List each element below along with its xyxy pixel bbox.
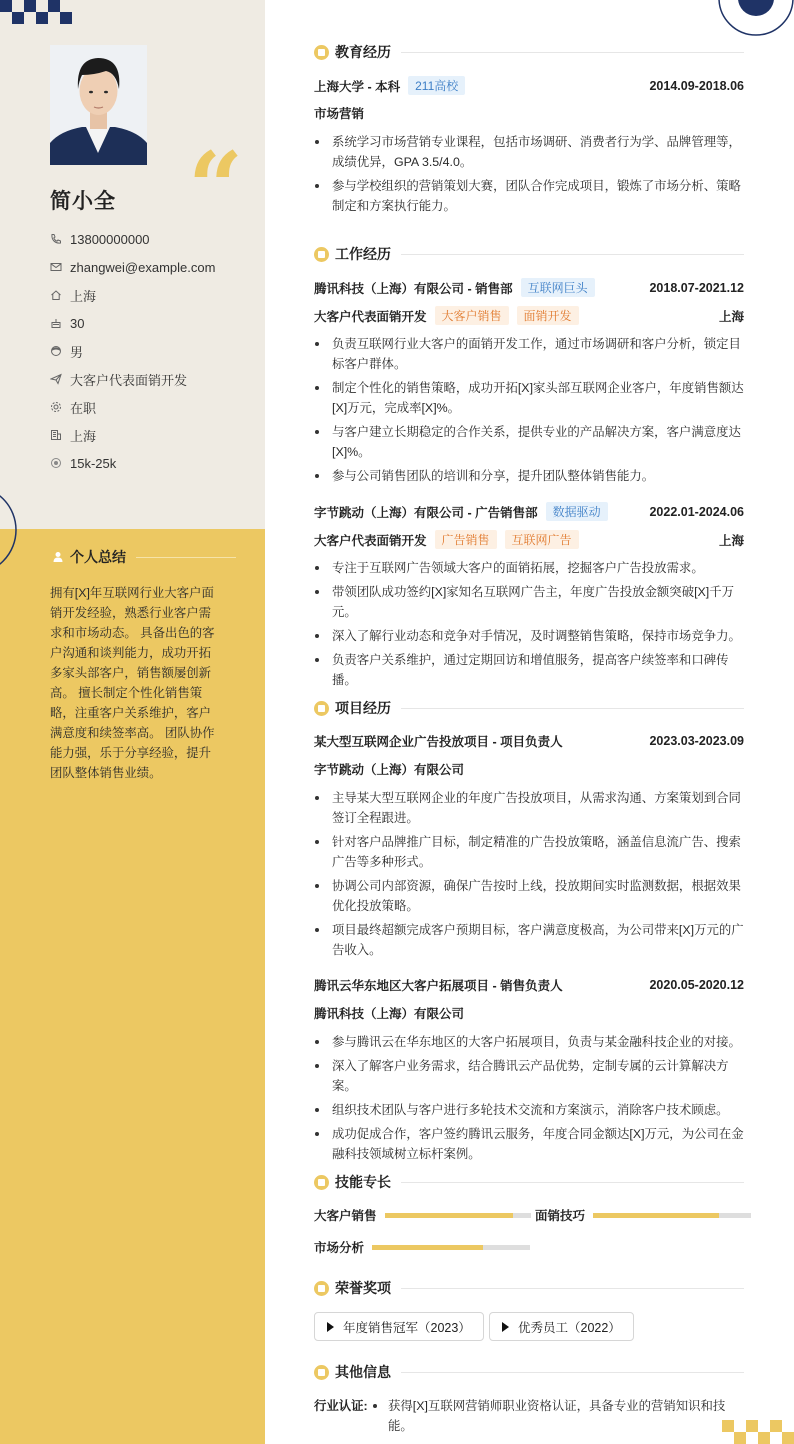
- job-date: 2018.07-2021.12: [649, 280, 744, 295]
- major: 市场营销: [314, 107, 365, 121]
- top-circle-decoration: [718, 0, 794, 38]
- skills-icon: [314, 1175, 329, 1190]
- summary-title: 个人总结: [70, 549, 126, 565]
- awards-section-header: [314, 1278, 744, 1298]
- list-item: 负责互联网行业大客户的面销开发工作，通过市场调研和客户分析，锁定目标客户群体。: [314, 334, 744, 374]
- circle-decoration: [0, 485, 46, 575]
- education-section-header: [314, 42, 744, 62]
- checker-decoration: [0, 0, 80, 24]
- section-title: 项目经历: [335, 700, 391, 716]
- company-name: 腾讯科技（上海）有限公司 - 销售部: [314, 281, 513, 296]
- skill-name: 面销技巧: [535, 1209, 586, 1223]
- role-tag: 广告销售: [435, 530, 497, 549]
- list-item: 与客户建立长期稳定的合作关系，提供专业的产品解决方案，客户满意度达[X]%。: [314, 422, 744, 462]
- section-divider: [401, 1182, 744, 1183]
- gender-icon: [50, 345, 62, 357]
- section-title: 荣誉奖项: [335, 1280, 391, 1296]
- play-icon: [327, 1322, 334, 1332]
- info-text: 在职: [70, 400, 97, 416]
- company-name: 字节跳动（上海）有限公司 - 广告销售部: [314, 505, 538, 520]
- section-title: 其他信息: [335, 1364, 391, 1380]
- job-role: 大客户代表面销开发: [314, 309, 427, 324]
- info-age: [50, 309, 250, 337]
- play-icon: [502, 1322, 509, 1332]
- award-chip: [314, 1312, 484, 1341]
- gear-icon: [50, 401, 62, 413]
- age-icon: [50, 317, 62, 329]
- job-role: 大客户代表面销开发: [314, 533, 427, 548]
- project-bullets: [314, 1032, 744, 1168]
- skill-bar-fill: [593, 1213, 719, 1218]
- other-icon: [314, 1365, 329, 1380]
- list-item: 带领团队成功签约[X]家知名互联网广告主，年度广告投放金额突破[X]千万元。: [314, 582, 744, 622]
- project-name: 某大型互联网企业广告投放项目 - 项目负责人: [314, 735, 563, 749]
- list-item: 成功促成合作，客户签约腾讯云服务，年度合同金额达[X]万元，为公司在金融科技领域树立标杆案例。: [314, 1124, 744, 1164]
- list-item: 项目最终超额完成客户预期目标，客户满意度极高，为公司带来[X]万元的广告收入。: [314, 920, 744, 960]
- info-text: 男: [70, 344, 84, 360]
- info-text: 上海: [70, 428, 97, 444]
- info-gender: [50, 337, 250, 365]
- section-title: 工作经历: [335, 246, 391, 262]
- job-header-row: [314, 502, 744, 521]
- send-icon: [50, 373, 62, 385]
- job-city: 上海: [718, 309, 744, 324]
- summary-heading: [52, 547, 236, 567]
- education-icon: [314, 45, 329, 60]
- skill-item: [535, 1206, 751, 1224]
- corner-checker-decoration: [722, 1420, 794, 1444]
- education-row: [314, 76, 744, 95]
- info-status: [50, 393, 250, 421]
- job-bullets: [314, 558, 744, 694]
- other-info-row: [314, 1396, 744, 1436]
- role-tag: 面销开发: [517, 306, 579, 325]
- summary-text: 拥有[X]年互联网行业大客户面销开发经验，熟悉行业客户需求和市场动态。 具备出色的客户沟通和谈判能力，成功开拓多家头部客户，销售额屡创新高。 擅长制定个性化销售策略，注重客户关系维护，客户满意度和续签率高。 团队协作能力强，乐于分享经验，提升团队整体销售业绩。: [50, 586, 215, 780]
- project-org-row: [314, 1004, 744, 1022]
- sidebar: [0, 0, 265, 1444]
- job-header-row: [314, 278, 744, 297]
- info-salary: [50, 449, 250, 477]
- projects-icon: [314, 701, 329, 716]
- project-org: 腾讯科技（上海）有限公司: [314, 1007, 465, 1021]
- section-divider: [401, 1288, 744, 1289]
- job-bullets: [314, 334, 744, 490]
- job-date: 2022.01-2024.06: [649, 504, 744, 519]
- mail-icon: [50, 261, 62, 273]
- info-text: 大客户代表面销开发: [70, 372, 188, 388]
- skill-name: 大客户销售: [314, 1209, 377, 1223]
- section-divider: [401, 52, 744, 53]
- skill-bar-fill: [385, 1213, 513, 1218]
- info-text: 30: [70, 315, 85, 331]
- list-item: 针对客户品牌推广目标，制定精准的广告投放策略，涵盖信息流广告、搜索广告等多种形式。: [314, 832, 744, 872]
- education-date: 2014.09-2018.06: [649, 78, 744, 93]
- home-icon: [50, 289, 62, 301]
- list-item: 参与学校组织的营销策划大赛，团队合作完成项目，锻炼了市场分析、策略制定和方案执行能力。: [314, 176, 744, 216]
- skill-name: 市场分析: [314, 1241, 365, 1255]
- contact-info-list: [50, 225, 250, 477]
- skill-item: [314, 1206, 531, 1224]
- list-item: 参与公司销售团队的培训和分享，提升团队整体销售能力。: [314, 466, 744, 486]
- skill-bar: [372, 1245, 530, 1250]
- list-item: 深入了解客户业务需求，结合腾讯云产品优势，定制专属的云计算解决方案。: [314, 1056, 744, 1096]
- info-work-city: [50, 421, 250, 449]
- info-target-position: [50, 365, 250, 393]
- project-header-row: [314, 976, 744, 994]
- info-city: [50, 281, 250, 309]
- award-text: 优秀员工（2022）: [518, 1320, 621, 1335]
- skill-bar-fill: [372, 1245, 483, 1250]
- other-label: 行业认证:: [314, 1399, 368, 1413]
- list-item: 专注于互联网广告领域大客户的面销拓展，挖掘客户广告投放需求。: [314, 558, 744, 578]
- job-city: 上海: [718, 533, 744, 548]
- info-email: [50, 253, 250, 281]
- list-item: 深入了解行业动态和竞争对手情况，及时调整销售策略，保持市场竞争力。: [314, 626, 744, 646]
- list-item: 主导某大型互联网企业的年度广告投放项目，从需求沟通、方案策划到合同签订全程跟进。: [314, 788, 744, 828]
- project-header-row: [314, 732, 744, 750]
- work-icon: [314, 247, 329, 262]
- major-row: [314, 104, 744, 122]
- award-text: 年度销售冠军（2023）: [343, 1320, 471, 1335]
- skill-bar: [593, 1213, 751, 1218]
- list-item: 制定个性化的销售策略，成功开拓[X]家头部互联网企业客户，年度销售额达[X]万元，完成率[X]%。: [314, 378, 744, 418]
- info-text: 15k-25k: [70, 455, 117, 471]
- person-icon: [52, 551, 64, 563]
- candidate-name: 简小全: [50, 190, 116, 213]
- quote-mark-icon: “: [188, 131, 244, 244]
- avatar: [50, 45, 147, 165]
- phone-icon: [50, 233, 62, 245]
- award-chip: [489, 1312, 634, 1341]
- info-text: 上海: [70, 288, 97, 304]
- list-item: 参与腾讯云在华东地区的大客户拓展项目，负责与某金融科技企业的对接。: [314, 1032, 744, 1052]
- company-tag: 互联网巨头: [521, 278, 595, 297]
- education-bullets: [314, 132, 744, 220]
- job-role-row: [314, 530, 744, 549]
- school-name: 上海大学 - 本科: [314, 79, 401, 94]
- list-item: 组织技术团队与客户进行多轮技术交流和方案演示，消除客户技术顾虑。: [314, 1100, 744, 1120]
- list-item: 负责客户关系维护，通过定期回访和增值服务，提高客户续签率和口碑传播。: [314, 650, 744, 690]
- project-org: 字节跳动（上海）有限公司: [314, 763, 465, 777]
- section-divider: [401, 254, 744, 255]
- other-text: 获得[X]互联网营销师职业资格认证，具备专业的营销知识和技能。: [370, 1396, 744, 1436]
- section-title: 技能专长: [335, 1174, 391, 1190]
- job-role-row: [314, 306, 744, 325]
- role-tag: 互联网广告: [505, 530, 579, 549]
- section-divider: [401, 1372, 744, 1373]
- list-item: 协调公司内部资源，确保广告按时上线，投放期间实时监测数据，根据效果优化投放策略。: [314, 876, 744, 916]
- skills-section-header: [314, 1172, 744, 1192]
- project-org-row: [314, 760, 744, 778]
- school-tag: 211高校: [408, 76, 465, 95]
- info-phone: [50, 225, 250, 253]
- role-tag: 大客户销售: [435, 306, 509, 325]
- project-date: 2020.05-2020.12: [649, 978, 744, 992]
- section-title: 教育经历: [335, 44, 391, 60]
- info-text: zhangwei@example.com: [70, 259, 216, 275]
- project-name: 腾讯云华东地区大客户拓展项目 - 销售负责人: [314, 979, 563, 993]
- building-icon: [50, 429, 62, 441]
- summary-divider: [136, 557, 236, 558]
- company-tag: 数据驱动: [546, 502, 608, 521]
- salary-icon: [50, 457, 62, 469]
- projects-section-header: [314, 698, 744, 718]
- project-date: 2023.03-2023.09: [649, 734, 744, 748]
- info-text: 13800000000: [70, 231, 150, 247]
- awards-icon: [314, 1281, 329, 1296]
- skill-item: [314, 1238, 530, 1256]
- work-section-header: [314, 244, 744, 264]
- skill-bar: [385, 1213, 531, 1218]
- other-section-header: [314, 1362, 744, 1382]
- project-bullets: [314, 788, 744, 964]
- section-divider: [401, 708, 744, 709]
- list-item: 系统学习市场营销专业课程，包括市场调研、消费者行为学、品牌管理等，成绩优异，GPA 3.5/4.0。: [314, 132, 744, 172]
